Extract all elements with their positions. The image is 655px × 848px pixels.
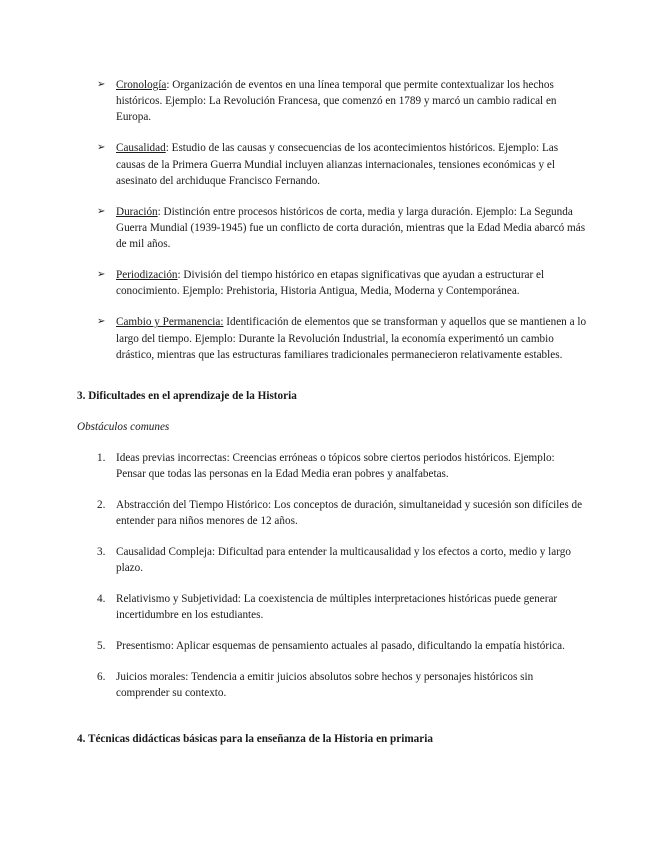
section-3-heading: 3. Dificultades en el aprendizaje de la Historia (77, 390, 297, 402)
bullet-item-cronologia (97, 77, 587, 126)
bullet-term: Cronología (116, 79, 167, 91)
list-item (97, 591, 587, 623)
arrow-bullet-icon: ➢ (97, 142, 106, 154)
list-number: 5. (97, 640, 106, 652)
list-item-text: Causalidad Compleja: Dificultad para entender la multicausalidad y los efectos a corto, medio y largo plazo. (116, 546, 571, 575)
bullet-text: : Organización de eventos en una línea temporal que permite contextualizar los hechos históricos. Ejemplo: La Revolución Francesa, que comenzó en 1789 y marcó un cambio radical en Europa. (116, 79, 557, 124)
section-4-heading: 4. Técnicas didácticas básicas para la enseñanza de la Historia en primaria (77, 733, 433, 745)
list-item (97, 669, 587, 701)
list-number: 1. (97, 452, 106, 464)
list-item-text: Abstracción del Tiempo Histórico: Los conceptos de duración, simultaneidad y sucesión son difíciles de entender para niños menores de 12 años. (116, 499, 583, 528)
list-number: 6. (97, 670, 106, 683)
arrow-bullet-icon: ➢ (97, 269, 106, 281)
section-3-subheading: Obstáculos comunes (77, 421, 170, 433)
bullet-text: : Distinción entre procesos históricos de corta, media y larga duración. Ejemplo: La Segunda Guerra Mundial (1939-1945) fue un conflicto de corta duración, mientras que la Edad Media abarcó más de mil años. (116, 205, 586, 251)
list-number: 2. (97, 499, 106, 511)
list-item-text: Ideas previas incorrectas: Creencias erróneas o tópicos sobre ciertos periodos históricos. Ejemplo: Pensar que todas las personas en la Edad Media eran pobres y analfabetas. (116, 452, 555, 481)
list-item (97, 497, 587, 529)
list-item (97, 544, 587, 576)
bullet-item-duracion (97, 204, 587, 253)
bullet-item-causalidad (97, 140, 587, 189)
arrow-bullet-icon: ➢ (97, 205, 106, 217)
bullet-item-periodizacion (97, 267, 587, 299)
list-number: 3. (97, 546, 106, 558)
bullet-term: Causalidad (116, 142, 166, 155)
bullet-term: Periodización (116, 269, 178, 282)
bullet-text: Identificación de elementos que se transforman y aquellos que se mantienen a lo largo del tiempo. Ejemplo: Durante la Revolución Industrial, la economía experimentó un cambio drástico, mientras que las estructuras familiares tradicionales permanecieron relativamente estables. (116, 316, 587, 361)
bullet-term: Cambio y Permanencia: (116, 316, 224, 329)
arrow-bullet-icon: ➢ (97, 316, 106, 328)
bullet-item-cambio-permanencia (97, 314, 587, 363)
list-item (97, 450, 587, 482)
bullet-text: : División del tiempo histórico en etapas significativas que ayudan a estructurar el conocimiento. Ejemplo: Prehistoria, Historia Antigua, Media, Moderna y Contemporánea. (116, 269, 545, 298)
list-item (97, 638, 587, 654)
concept-bullet-list (97, 77, 587, 378)
arrow-bullet-icon: ➢ (97, 79, 106, 90)
list-item-text: Juicios morales: Tendencia a emitir juicios absolutos sobre hechos y personajes históricos sin comprender su contexto. (116, 670, 534, 699)
list-item-text: Presentismo: Aplicar esquemas de pensamiento actuales al pasado, dificultando la empatía histórica. (116, 640, 565, 652)
bullet-term: Duración (116, 205, 158, 218)
list-item-text: Relativismo y Subjetividad: La coexistencia de múltiples interpretaciones históricas puede generar incertidumbre en los estudiantes. (116, 593, 558, 622)
bullet-text: : Estudio de las causas y consecuencias de los acontecimientos históricos. Ejemplo: Las causas de la Primera Guerra Mundial incluyen alianzas internacionales, tensiones económicas y el asesinato del archiduque Francisco Fernando. (116, 142, 559, 187)
list-number: 4. (97, 593, 106, 605)
obstacles-numbered-list (97, 450, 587, 716)
